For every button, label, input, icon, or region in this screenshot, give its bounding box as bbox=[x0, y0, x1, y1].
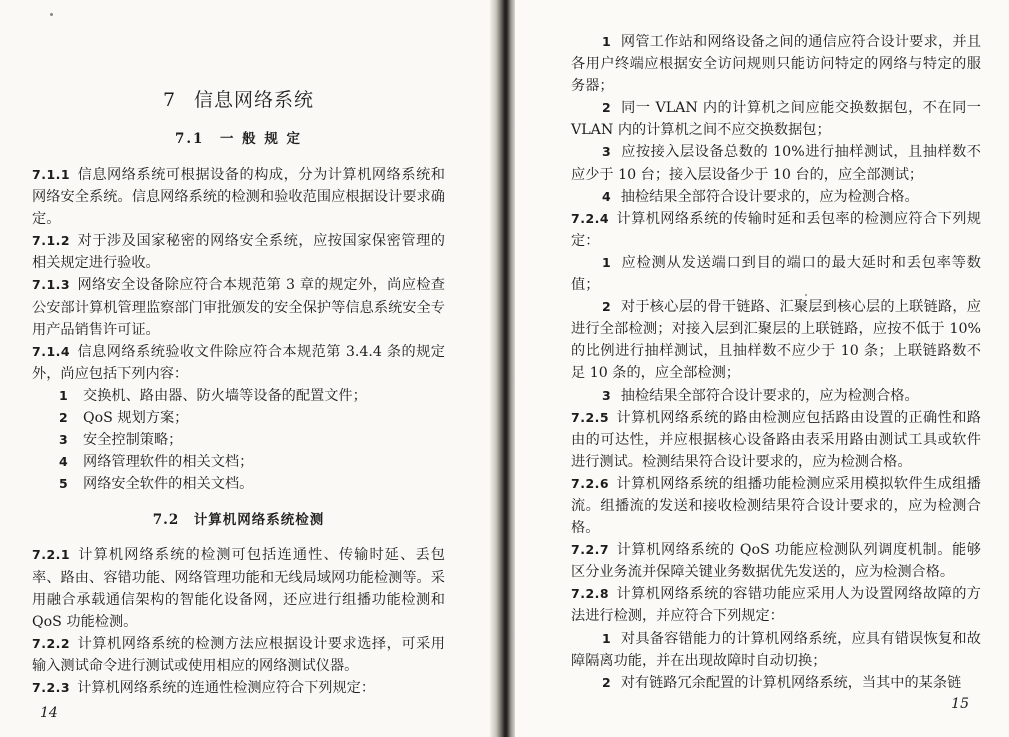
list-item bbox=[571, 141, 981, 185]
list-item-number: 1 bbox=[602, 254, 611, 270]
list-item-text: 应按接入层设备总数的 10%进行抽样测试，且抽样数不应少于 10 台；接入层设备少于 10 台的，应全部测试； bbox=[571, 144, 981, 183]
list-item-text: 网络安全软件的相关文档。 bbox=[83, 476, 254, 493]
clause-text: 计算机网络系统的检测可包括连通性、传输时延、丢包率、路由、容错功能、网络管理功能和无线局域网功能检测等。采用融合承载通信架构的智能化设备网，还应进行组播功能检测和 QoS 功能检测。 bbox=[32, 547, 445, 630]
clause-text: 网络安全设备除应符合本规范第 3 章的规定外，尚应检查公安部计算机管理监察部门审批颁发的安全保护等信息系统安全专用产品销售许可证。 bbox=[32, 277, 445, 338]
clause-number: 7.2.8 bbox=[571, 586, 610, 602]
list-item bbox=[571, 31, 981, 97]
clause-text: 计算机网络系统的路由检测应包括路由设置的正确性和路由的可达性，并应根据核心设备路由表采用路由测试工具或软件进行测试。检测结果符合设计要求的，应为检测合格。 bbox=[571, 409, 981, 470]
list-item-text: 对有链路冗余配置的计算机网络系统，当其中的某条链 bbox=[620, 674, 962, 691]
list-item bbox=[32, 385, 445, 407]
clause-number: 7.1.4 bbox=[32, 343, 71, 359]
list-item bbox=[32, 429, 445, 451]
list-item bbox=[571, 296, 981, 384]
list-item-number: 3 bbox=[602, 144, 611, 160]
list-item-number: 5 bbox=[59, 476, 68, 492]
clause-number: 7.2.5 bbox=[571, 409, 610, 425]
clause-number: 7.2.2 bbox=[32, 635, 71, 651]
clause bbox=[32, 230, 445, 274]
list-item bbox=[32, 473, 445, 495]
list-item-text: 交换机、路由器、防火墙等设备的配置文件； bbox=[83, 387, 367, 404]
section-title-7-1: 7.1 一 般 规 定 bbox=[174, 131, 303, 147]
list-item bbox=[571, 672, 981, 694]
clause bbox=[32, 633, 445, 677]
list-item-number: 1 bbox=[602, 630, 611, 646]
list-item-number: 3 bbox=[602, 387, 611, 403]
section-title-7-2: 7.2 计算机网络系统检测 bbox=[152, 512, 325, 529]
clause bbox=[571, 539, 981, 583]
clause-number: 7.1.3 bbox=[32, 277, 71, 293]
chapter-number: 7 bbox=[162, 89, 177, 111]
list-item bbox=[571, 252, 981, 296]
right-page bbox=[515, 0, 1009, 737]
list-item-text: QoS 规划方案； bbox=[83, 410, 189, 427]
clause-number: 7.2.7 bbox=[571, 542, 610, 558]
list-item-text: 抽检结果全部符合设计要求的，应为检测合格。 bbox=[620, 188, 919, 205]
page-number-right: 15 bbox=[951, 696, 969, 712]
clause-text: 计算机网络系统的传输时延和丢包率的检测应符合下列规定： bbox=[571, 210, 981, 249]
list-item-text: 安全控制策略； bbox=[83, 432, 183, 449]
clause-text: 对于涉及国家秘密的网络安全系统，应按国家保密管理的相关规定进行验收。 bbox=[32, 233, 445, 272]
list-item-number: 1 bbox=[59, 387, 68, 403]
chapter-heading bbox=[32, 87, 445, 113]
clause-text: 信息网络系统验收文件除应符合本规范第 3.4.4 条的规定外，尚应包括下列内容： bbox=[32, 343, 445, 382]
list-item bbox=[571, 385, 981, 407]
list-item-text: 对具备容错能力的计算机网络系统，应具有错误恢复和故障隔离功能，并在出现故障时自动切换； bbox=[571, 630, 981, 669]
clause-text: 计算机网络系统的容错功能应采用人为设置网络故障的方法进行检测，并应符合下列规定： bbox=[571, 586, 981, 625]
list-item-text: 应检测从发送端口到目的端口的最大延时和丢包率等数值； bbox=[571, 254, 981, 294]
page-number-left: 14 bbox=[40, 705, 58, 721]
list-item-number: 2 bbox=[602, 299, 611, 315]
list-item-number: 4 bbox=[602, 188, 611, 204]
list-item-text: 对于核心层的骨干链路、汇聚层到核心层的上联链路，应进行全部检测；对接入层到汇聚层的上联链路，应按不低于 10%的比例进行抽样测试，且抽样数不应少于 10 条；上联链路数不足 10 条的，应全部检测； bbox=[571, 299, 981, 382]
clause-text: 计算机网络系统的检测方法应根据设计要求选择，可采用输入测试命令进行测试或使用相应的网络测试仪器。 bbox=[32, 635, 445, 674]
clause bbox=[32, 677, 445, 699]
clause-text: 信息网络系统可根据设备的构成，分为计算机网络系统和网络安全系统。信息网络系统的检测和验收范围应根据设计要求确定。 bbox=[32, 167, 445, 228]
paper-speck bbox=[50, 13, 53, 16]
clause bbox=[571, 208, 981, 252]
clause-text: 计算机网络系统的 QoS 功能应检测队列调度机制。能够区分业务流并保障关键业务数据优先发送的，应为检测合格。 bbox=[571, 542, 981, 581]
left-page bbox=[0, 0, 497, 737]
list-item bbox=[32, 451, 445, 473]
clause bbox=[32, 164, 445, 230]
clause-text: 计算机网络系统的连通性检测应符合下列规定： bbox=[77, 679, 376, 696]
chapter-title: 信息网络系统 bbox=[194, 89, 315, 111]
clause bbox=[32, 544, 445, 632]
clause-number: 7.2.1 bbox=[32, 547, 71, 563]
list-item-number: 2 bbox=[602, 674, 611, 690]
clause-number: 7.2.3 bbox=[32, 679, 71, 695]
clause bbox=[571, 583, 981, 627]
clause-number: 7.2.4 bbox=[571, 210, 610, 226]
list-item-text: 同一 VLAN 内的计算机之间应能交换数据包，不在同一 VLAN 内的计算机之间不应交换数据包； bbox=[571, 100, 981, 139]
list-item-number: 4 bbox=[59, 454, 68, 470]
clause-text: 计算机网络系统的组播功能检测应采用模拟软件生成组播流。组播流的发送和接收检测结果符合设计要求的，应为检测合格。 bbox=[571, 475, 981, 537]
list-item bbox=[32, 407, 445, 429]
clause bbox=[32, 274, 445, 340]
list-item-number: 1 bbox=[602, 34, 611, 49]
list-item-text: 网络管理软件的相关文档； bbox=[83, 454, 254, 471]
list-item bbox=[571, 186, 981, 208]
list-item-text: 抽检结果全部符合设计要求的，应为检测合格。 bbox=[620, 387, 919, 404]
clause bbox=[571, 473, 981, 539]
list-item-text: 网管工作站和网络设备之间的通信应符合设计要求，并且各用户终端应根据安全访问规则只能访问特定的网络与特定的服务器； bbox=[571, 34, 981, 95]
list-item bbox=[571, 628, 981, 672]
clause bbox=[571, 407, 981, 473]
list-item-number: 3 bbox=[59, 432, 68, 448]
right-page-content bbox=[571, 31, 981, 694]
left-page-content bbox=[32, 87, 445, 699]
clause bbox=[32, 341, 445, 385]
clause-number: 7.2.6 bbox=[571, 475, 610, 491]
list-item-number: 2 bbox=[602, 100, 611, 116]
clause-number: 7.1.1 bbox=[32, 167, 71, 182]
clause-number: 7.1.2 bbox=[32, 233, 71, 249]
list-item-number: 2 bbox=[59, 410, 68, 426]
list-item bbox=[571, 97, 981, 141]
